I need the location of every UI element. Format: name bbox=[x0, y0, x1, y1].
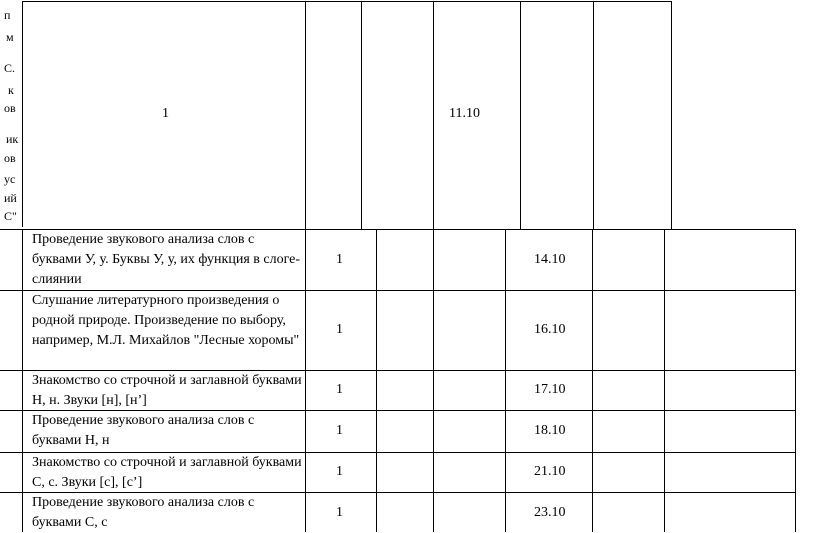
lesson-topic: Проведение звукового анализа слов с буквами У, у. Буквы У, у, их функция в слоге-слиянии bbox=[32, 232, 301, 287]
lesson-date: 14.10 bbox=[534, 252, 566, 267]
fragment-text: ов bbox=[4, 101, 16, 115]
top-row-top-border bbox=[22, 1, 671, 2]
top-row-date: 11.10 bbox=[449, 106, 480, 121]
col-divider bbox=[22, 229, 23, 532]
fragment-text: м bbox=[6, 30, 14, 44]
col-divider bbox=[376, 229, 377, 532]
lesson-hours: 1 bbox=[336, 423, 343, 438]
top-row-divider-6 bbox=[593, 1, 594, 229]
lesson-date: 18.10 bbox=[534, 423, 566, 438]
col-divider bbox=[433, 229, 434, 532]
fragment-text: к bbox=[8, 83, 14, 97]
top-row-divider-5 bbox=[520, 1, 521, 229]
top-row-divider-2 bbox=[305, 1, 306, 229]
lesson-date: 21.10 bbox=[534, 464, 566, 479]
lesson-hours: 1 bbox=[336, 505, 343, 520]
top-row-hours: 1 bbox=[162, 106, 169, 121]
lesson-topic: Слушание литературного произведения о родной природе. Произведение по выбору, например, М.Л. Михайлов "Лесные хоромы" bbox=[32, 293, 300, 348]
lesson-topic: Проведение звукового анализа слов с буквами Н, н bbox=[32, 413, 255, 448]
col-divider bbox=[305, 229, 306, 532]
fragment-text: С. bbox=[4, 61, 16, 75]
fragment-text: ус bbox=[4, 172, 16, 186]
top-row-divider-1 bbox=[22, 1, 23, 227]
fragment-text: ов bbox=[4, 151, 16, 165]
lesson-hours: 1 bbox=[336, 464, 343, 479]
lesson-date: 23.10 bbox=[534, 505, 566, 520]
fragment-text: ий bbox=[4, 191, 17, 205]
lesson-hours: 1 bbox=[336, 322, 343, 337]
col-divider bbox=[505, 229, 506, 532]
lesson-hours: 1 bbox=[336, 382, 343, 397]
top-row-divider-4 bbox=[433, 1, 434, 229]
top-row-divider-3 bbox=[361, 1, 362, 229]
top-row-divider-7 bbox=[671, 1, 672, 229]
col-divider bbox=[795, 229, 796, 532]
fragment-text: ик bbox=[6, 132, 19, 146]
lesson-hours: 1 bbox=[336, 252, 343, 267]
lesson-date: 17.10 bbox=[534, 382, 566, 397]
lesson-date: 16.10 bbox=[534, 322, 566, 337]
fragment-text: п bbox=[4, 8, 11, 22]
lesson-topic: Знакомство со строчной и заглавной буквами С, с. Звуки [с], [с’] bbox=[32, 455, 302, 490]
col-divider bbox=[592, 229, 593, 532]
lesson-topic: Знакомство со строчной и заглавной буквами Н, н. Звуки [н], [н’] bbox=[32, 373, 302, 408]
fragment-text: С" bbox=[4, 209, 17, 223]
lesson-topic: Проведение звукового анализа слов с буквами С, с bbox=[32, 495, 255, 530]
col-divider bbox=[664, 229, 665, 532]
